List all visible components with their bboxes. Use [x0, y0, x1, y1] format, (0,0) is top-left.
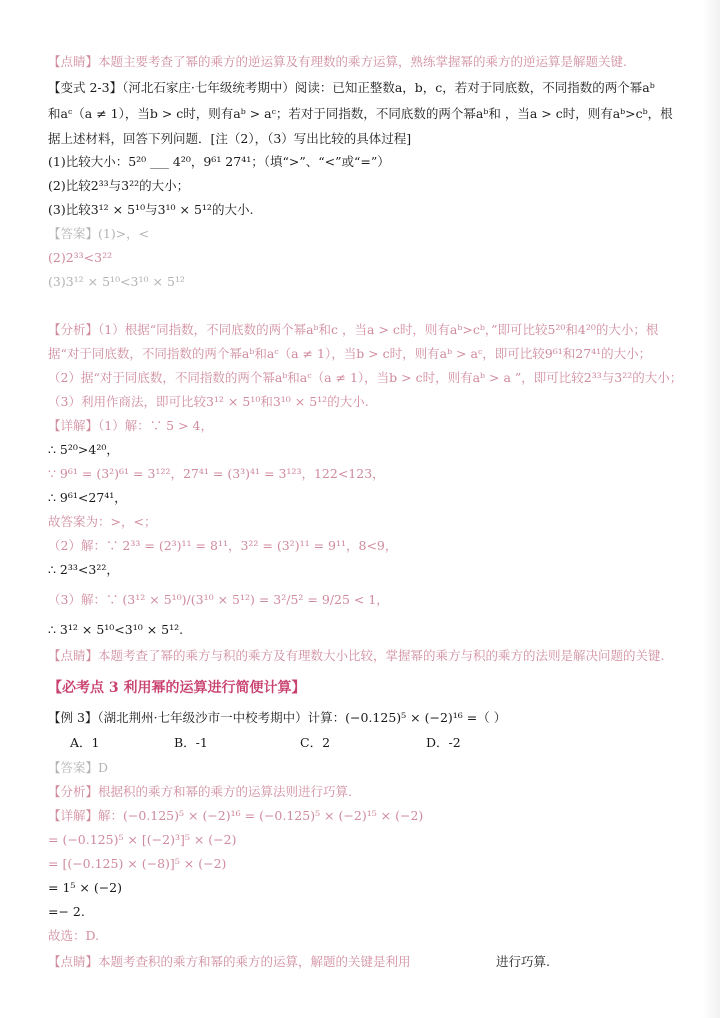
option-c: C．2	[300, 735, 331, 750]
detail-example-3-5: =− 2.	[48, 904, 85, 919]
option-a: A．1	[70, 735, 100, 750]
point-note-1: 【点睛】本题主要考查了幂的乘方的逆运算及有理数的乘方运算，熟练掌握幂的乘方的逆运算是解题关键.	[48, 54, 627, 69]
detail-9: ∴ 3¹² × 5¹⁰<3¹⁰ × 5¹².	[48, 622, 184, 637]
detail-1: 【详解】（1）解：∵ 5 > 4，	[48, 418, 214, 433]
analysis-1: 【分析】（1）根据“同指数，不同底数的两个幂aᵇ和c ，当a > c时，则有aᵇ>cᵇ，”即可比较5²⁰和4²⁰的大小；根	[48, 322, 659, 337]
variant-2-3-header: 【变式 2-3】（河北石家庄·七年级统考期中）阅读：已知正整数a，b，c，若对于同底数，不同指数的两个幂aᵇ	[48, 80, 655, 95]
detail-3: ∵ 9⁶¹ = (3²)⁶¹ = 3¹²²，27⁴¹ = (3³)⁴¹ = 3¹²³，122<123，	[48, 466, 385, 481]
question-2: (2)比较2³³与3²²的大小；	[48, 178, 190, 193]
answer-2: (2)2³³<3²²	[48, 250, 113, 265]
detail-2: ∴ 5²⁰>4²⁰，	[48, 442, 119, 457]
detail-4: ∴ 9⁶¹<27⁴¹，	[48, 490, 127, 505]
analysis-example-3: 【分析】根据积的乘方和幂的乘方的运算法则进行巧算.	[48, 784, 352, 799]
detail-example-3-2: = (−0.125)⁵ × [(−2)³]⁵ × (−2)	[48, 832, 237, 847]
answer-example-3: 【答案】D	[48, 760, 109, 775]
analysis-2: 据“对于同底数，不同指数的两个幂aᵇ和aᶜ（a ≠ 1），当b > c时，则有aᵇ > aᶜ，即可比较9⁶¹和27⁴¹的大小；	[48, 346, 652, 361]
detail-5: 故答案为：>，<；	[48, 514, 157, 529]
variant-2-3-text-2: 和aᶜ（a ≠ 1），当b > c时，则有aᵇ > aᶜ；若对于同指数，不同底数的两个幂aᵇ和 ，当a > c时，则有aᵇ>cᵇ，根	[48, 106, 673, 121]
analysis-3: （2）据“对于同底数，不同指数的两个幂aᵇ和aᶜ（a ≠ 1），当b > c时，则有aᵇ > a ”，即可比较2³³与3²²的大小；	[48, 370, 683, 385]
answer-1: 【答案】(1)>，<	[48, 226, 150, 241]
page-edge	[702, 0, 720, 1018]
example-3-question: 【例 3】（湖北荆州·七年级沙市一中校考期中）计算：(−0.125)⁵ × (−2)¹⁶ =（ ）	[48, 710, 507, 725]
detail-example-3-6: 故选：D.	[48, 928, 100, 943]
point-note-3-text: 【点睛】本题考查积的乘方和幂的乘方的运算，解题的关键是利用	[48, 954, 411, 969]
point-note-3	[48, 952, 684, 972]
detail-example-3-4: = 1⁵ × (−2)	[48, 880, 123, 895]
detail-example-3-1: 【详解】解：(−0.125)⁵ × (−2)¹⁶ = (−0.125)⁵ × (−2)¹⁵ × (−2)	[48, 808, 424, 823]
answer-3: (3)3¹² × 5¹⁰<3¹⁰ × 5¹²	[48, 274, 185, 289]
detail-6: （2）解：∵ 2³³ = (2³)¹¹ = 8¹¹，3²² = (3²)¹¹ = 9¹¹，8<9，	[48, 538, 398, 553]
option-d: D．-2	[426, 735, 461, 750]
question-3: (3)比较3¹² × 5¹⁰与3¹⁰ × 5¹²的大小.	[48, 202, 254, 217]
option-b: B．-1	[174, 735, 208, 750]
example-3-options	[48, 733, 684, 753]
detail-example-3-3: = [(−0.125) × (−8)]⁵ × (−2)	[48, 856, 227, 871]
section-header-3: 【必考点 3 利用幂的运算进行简便计算】	[48, 680, 306, 696]
detail-7: ∴ 2³³<3²²，	[48, 562, 119, 577]
point-note-3-tail: 进行巧算.	[496, 954, 550, 969]
question-1: (1)比较大小：5²⁰ ___ 4²⁰，9⁶¹ 27⁴¹；（填“>”、“<”或“=”）	[48, 154, 390, 169]
analysis-4: （3）利用作商法，即可比较3¹² × 5¹⁰和3¹⁰ × 5¹²的大小.	[48, 394, 369, 409]
detail-8: （3）解：∵ (3¹² × 5¹⁰)/(3¹⁰ × 5¹²) = 3²/5² = 9/25 < 1，	[48, 592, 389, 607]
variant-2-3-text-3: 据上述材料，回答下列问题．[注（2），（3）写出比较的具体过程]	[48, 131, 412, 146]
point-note-2: 【点睛】本题考查了幂的乘方与积的乘方及有理数大小比较，掌握幂的乘方与积的乘方的法则是解决问题的关键.	[48, 648, 665, 663]
